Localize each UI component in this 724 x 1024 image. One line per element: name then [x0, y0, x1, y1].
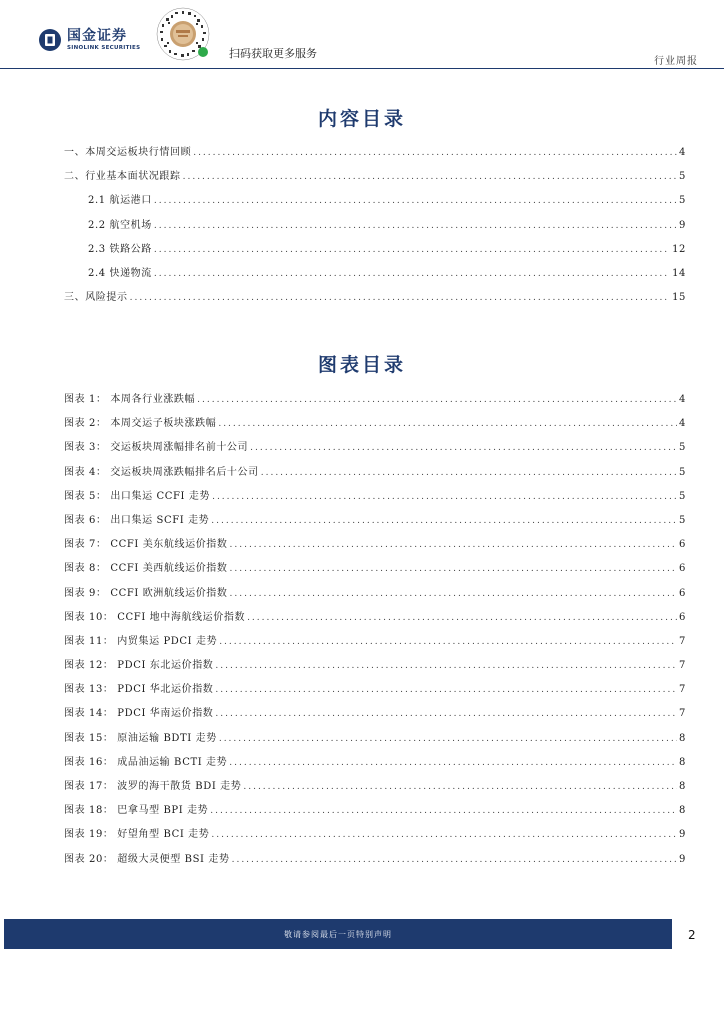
toc-entry[interactable]	[64, 167, 686, 191]
figure-entry[interactable]	[64, 680, 686, 704]
toc-entry-label: 三、风险提示	[64, 292, 128, 304]
figure-entry[interactable]	[64, 487, 686, 511]
toc-entry[interactable]	[64, 288, 686, 312]
figure-entry[interactable]	[64, 608, 686, 632]
figure-entry-page: 7	[679, 660, 686, 672]
figure-entry[interactable]	[64, 632, 686, 656]
dot-leader	[261, 468, 677, 478]
figure-entry-page: 6	[679, 611, 686, 623]
figure-entry[interactable]	[64, 414, 686, 438]
dot-leader	[154, 221, 677, 231]
figure-entry-page: 5	[679, 466, 686, 478]
figure-entry-label: 图表 20： 超级大灵便型 BSI 走势	[64, 853, 230, 865]
figure-entry-label: 图表 12： PDCI 东北运价指数	[64, 660, 214, 672]
brand-name-cn: 国金证券	[67, 27, 127, 44]
figure-entry-label: 图表 4： 交运板块周涨跌幅排名后十公司	[64, 466, 259, 478]
figure-entry[interactable]	[64, 753, 686, 777]
dot-leader	[215, 709, 677, 719]
toc-entry-page: 5	[679, 195, 686, 207]
figure-entry-label: 图表 2： 本周交运子板块涨跌幅	[64, 418, 217, 430]
figure-entry-label: 图表 10： CCFI 地中海航线运价指数	[64, 611, 246, 623]
qr-code-icon	[152, 6, 214, 62]
figure-entry[interactable]	[64, 825, 686, 849]
figure-entry-label: 图表 8： CCFI 美西航线运价指数	[64, 563, 228, 575]
toc-entry[interactable]	[64, 143, 686, 167]
figure-entry-page: 5	[679, 514, 686, 526]
page-header	[0, 0, 724, 70]
dot-leader	[215, 661, 677, 671]
figure-entry[interactable]	[64, 801, 686, 825]
figure-entry[interactable]	[64, 850, 686, 874]
figure-entry-page: 8	[679, 781, 686, 792]
toc-entry-page: 9	[679, 219, 686, 231]
figure-entry[interactable]	[64, 438, 686, 462]
figure-entry-page: 6	[679, 539, 686, 551]
toc-entry[interactable]	[64, 264, 686, 288]
figure-entry-page: 9	[679, 853, 686, 865]
figure-entry[interactable]	[64, 559, 686, 583]
figure-entry[interactable]	[64, 463, 686, 487]
figure-entry[interactable]	[64, 535, 686, 559]
report-type-label: 行业周报	[654, 56, 698, 67]
toc-list	[64, 143, 686, 312]
figure-entry-page: 8	[679, 756, 686, 768]
dot-leader	[250, 443, 677, 453]
figure-entry-label: 图表 14： PDCI 华南运价指数	[64, 708, 214, 720]
brand-name-en: SINOLINK SECURITIES	[67, 44, 141, 51]
figure-list-title: 图表目录	[317, 354, 406, 376]
figure-entry[interactable]	[64, 511, 686, 535]
figure-entry[interactable]	[64, 704, 686, 728]
figure-entry-label: 图表 5： 出口集运 CCFI 走势	[64, 490, 211, 502]
figure-entry-label: 图表 6： 出口集运 SCFI 走势	[64, 514, 210, 526]
toc-entry-page: 12	[672, 243, 686, 255]
toc-entry-label: 2.3 铁路公路	[88, 243, 152, 255]
figure-entry-page: 5	[679, 442, 686, 454]
dot-leader	[154, 196, 677, 206]
figure-entry-page: 7	[679, 684, 686, 696]
toc-entry-label: 二、行业基本面状况跟踪	[64, 171, 181, 183]
figure-entry-page: 4	[679, 394, 686, 405]
toc-entry-page: 14	[672, 267, 686, 279]
header-divider	[0, 68, 724, 69]
figure-entry[interactable]	[64, 584, 686, 608]
toc-entry-label: 一、本周交运板块行情回顾	[64, 147, 192, 158]
dot-leader	[154, 245, 670, 255]
toc-entry-label: 2.4 快递物流	[88, 267, 152, 279]
figure-entry-page: 6	[679, 587, 686, 599]
dot-leader	[247, 613, 677, 623]
toc-title: 内容目录	[317, 108, 406, 130]
dot-leader	[212, 492, 677, 502]
figure-entry-label: 图表 3： 交运板块周涨幅排名前十公司	[64, 442, 249, 454]
figure-entry-page: 7	[679, 635, 686, 647]
dot-leader	[154, 269, 670, 279]
page-number: 2	[688, 928, 696, 942]
toc-entry[interactable]	[64, 216, 686, 240]
figure-entry-label: 图表 15： 原油运输 BDTI 走势	[64, 732, 217, 744]
toc-entry-label: 2.2 航空机场	[88, 219, 152, 231]
dot-leader	[232, 855, 677, 865]
dot-leader	[230, 540, 678, 550]
figure-entry-label: 图表 9： CCFI 欧洲航线运价指数	[64, 587, 228, 599]
figure-entry-label: 图表 18： 巴拿马型 BPI 走势	[64, 805, 209, 817]
disclaimer-text: 敬请参阅最后一页特别声明	[284, 929, 392, 939]
company-logo	[38, 28, 140, 52]
toc-entry-page: 5	[679, 171, 686, 183]
figure-entry-label: 图表 13： PDCI 华北运价指数	[64, 684, 214, 696]
figure-list	[64, 390, 686, 874]
figure-entry-page: 6	[679, 563, 686, 575]
figure-entry-label: 图表 7： CCFI 美东航线运价指数	[64, 539, 228, 551]
toc-entry-page: 15	[672, 292, 686, 304]
dot-leader	[210, 806, 677, 816]
figure-entry-page: 4	[679, 418, 686, 430]
dot-leader	[230, 564, 678, 574]
dot-leader	[211, 830, 677, 840]
toc-entry[interactable]	[64, 240, 686, 264]
figure-entry-label: 图表 11： 内贸集运 PDCI 走势	[64, 635, 218, 647]
dot-leader	[230, 589, 678, 599]
dot-leader	[218, 419, 677, 429]
figure-entry-label: 图表 17： 波罗的海干散货 BDI 走势	[64, 781, 242, 792]
dot-leader	[229, 758, 677, 768]
dot-leader	[211, 516, 677, 526]
dot-leader	[183, 172, 677, 182]
dot-leader	[193, 148, 677, 158]
figure-entry-page: 7	[679, 708, 686, 720]
logo-icon	[38, 28, 62, 52]
dot-leader	[219, 637, 677, 647]
footer-bar	[4, 919, 672, 949]
toc-entry[interactable]	[64, 191, 686, 215]
figure-entry[interactable]	[64, 777, 686, 801]
dot-leader	[243, 782, 677, 792]
figure-entry[interactable]	[64, 656, 686, 680]
dot-leader	[130, 293, 670, 303]
scan-prompt-text: 扫码获取更多服务	[229, 47, 317, 60]
figure-entry-label: 图表 16： 成品油运输 BCTI 走势	[64, 756, 228, 768]
figure-entry[interactable]	[64, 390, 686, 414]
figure-entry-page: 8	[679, 732, 686, 744]
figure-entry-label: 图表 1： 本周各行业涨跌幅	[64, 394, 196, 405]
figure-entry-page: 9	[679, 829, 686, 841]
dot-leader	[197, 395, 677, 405]
toc-entry-label: 2.1 航运港口	[88, 195, 152, 207]
dot-leader	[215, 685, 677, 695]
toc-entry-page: 4	[679, 147, 686, 158]
figure-entry[interactable]	[64, 729, 686, 753]
figure-entry-label: 图表 19： 好望角型 BCI 走势	[64, 829, 210, 841]
dot-leader	[219, 734, 677, 744]
figure-entry-page: 5	[679, 490, 686, 502]
figure-entry-page: 8	[679, 805, 686, 817]
